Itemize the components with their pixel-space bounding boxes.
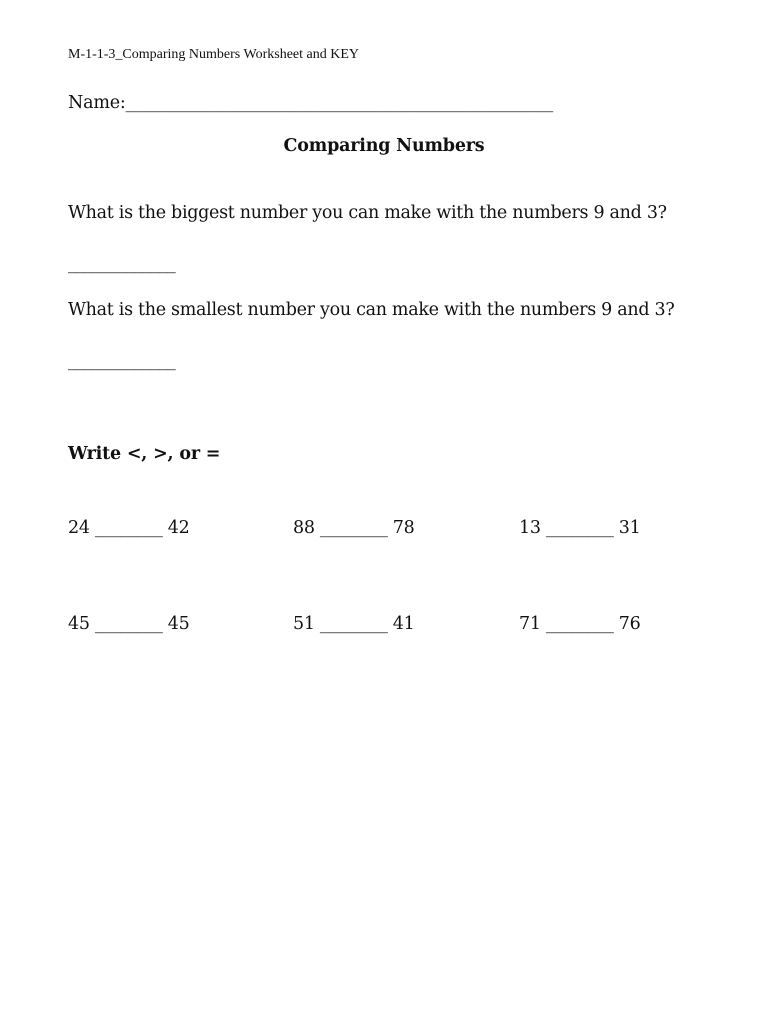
comparison-item-45-45: 45 ________ 45 [68, 614, 190, 634]
name-field-label: Name:__________________________________________________ [68, 93, 554, 113]
document-header: M-1-1-3_Comparing Numbers Worksheet and KEY [68, 47, 360, 62]
page-title: Comparing Numbers [283, 136, 485, 156]
question-biggest-number: What is the biggest number you can make with the numbers 9 and 3? [68, 203, 667, 223]
comparison-item-51-41: 51 ________ 41 [293, 614, 415, 634]
comparison-item-24-42: 24 ________ 42 [68, 518, 190, 538]
question-smallest-number: What is the smallest number you can make with the numbers 9 and 3? [68, 300, 675, 320]
comparison-item-88-78: 88 ________ 78 [293, 518, 415, 538]
answer-blank-1: _____________ [68, 254, 176, 274]
comparison-item-71-76: 71 ________ 76 [519, 614, 641, 634]
comparison-item-13-31: 13 ________ 31 [519, 518, 641, 538]
answer-blank-2: _____________ [68, 351, 176, 371]
comparison-instruction: Write <, >, or = [68, 444, 221, 464]
